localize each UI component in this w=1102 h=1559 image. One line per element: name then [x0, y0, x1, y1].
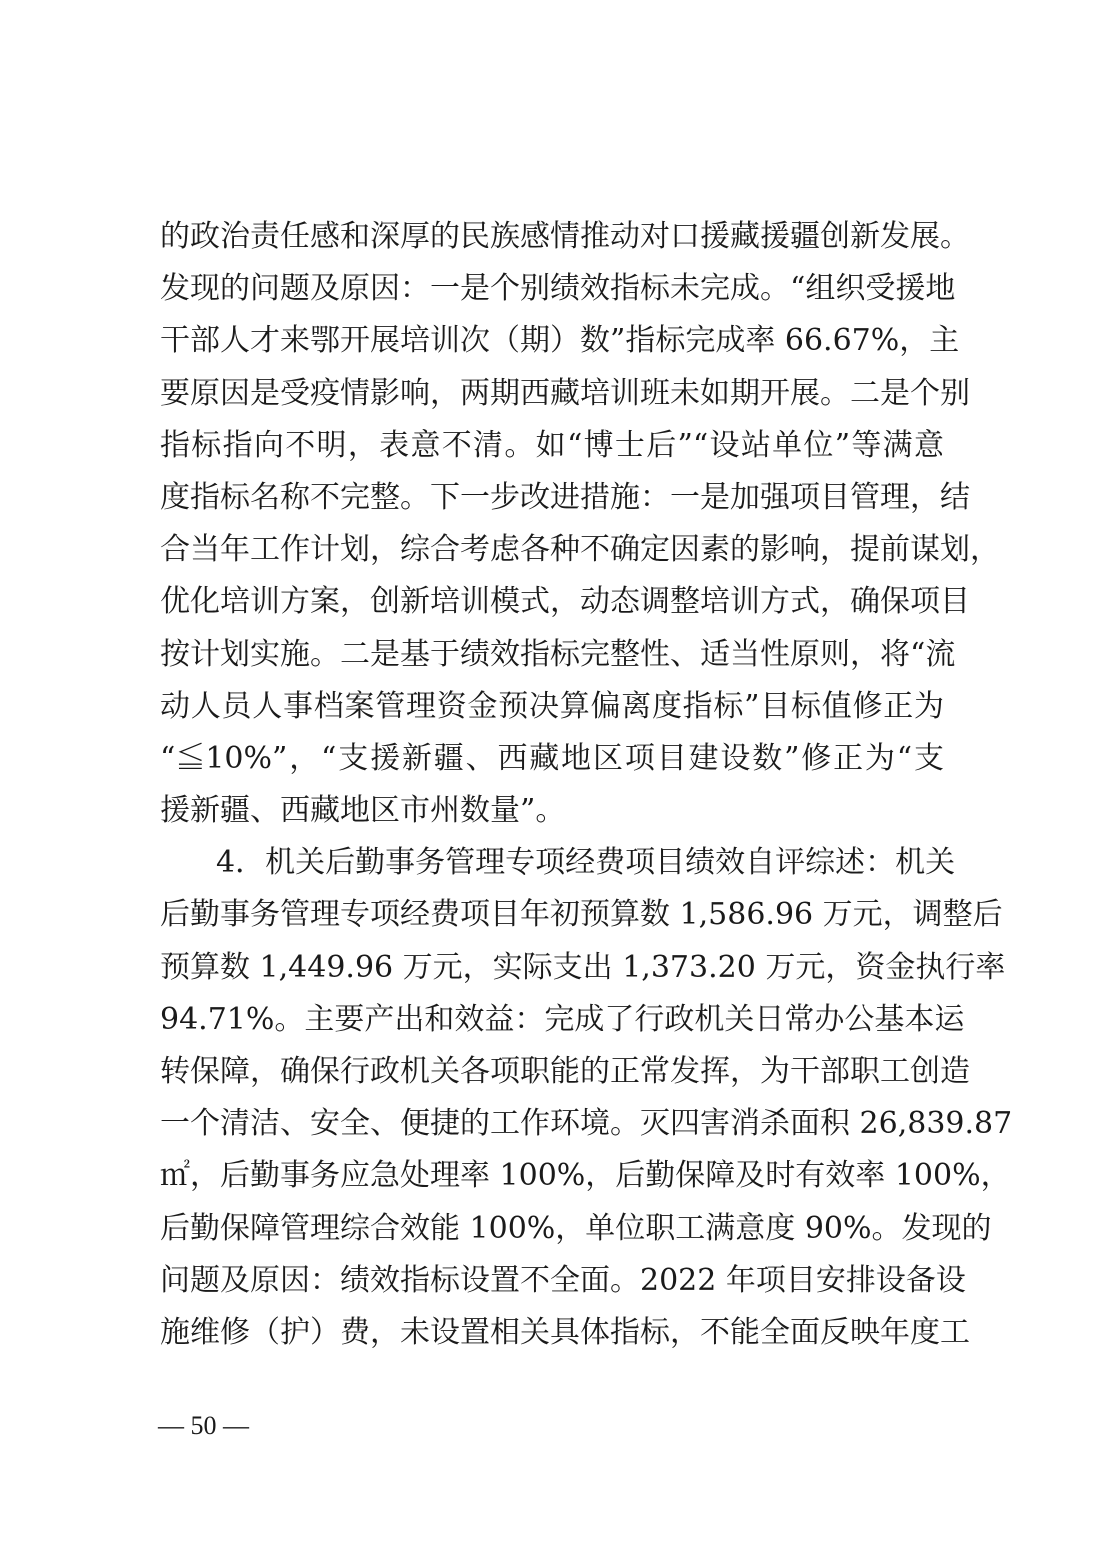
text-line: 后勤保障管理综合效能 100%，单位职工满意度 90%。发现的 [160, 1210, 992, 1246]
text-line: 合当年工作计划，综合考虑各种不确定因素的影响，提前谋划， [160, 532, 1000, 568]
text-line: “≦10%”，“支援新疆、西藏地区项目建设数”修正为“支 [160, 740, 944, 776]
text-line: 干部人才来鄂开展培训次（期）数”指标完成率 66.67%，主 [160, 323, 960, 359]
page-number: — 50 — [158, 1411, 249, 1440]
paragraph-end-line: 援新疆、西藏地区市州数量”。 [160, 793, 566, 829]
text-line: 转保障，确保行政机关各项职能的正常发挥，为干部职工创造 [160, 1054, 970, 1089]
text-line: 要原因是受疫情影响，两期西藏培训班未如期开展。二是个别 [160, 375, 970, 411]
text-line: 按计划实施。二是基于绩效指标完整性、适当性原则，将“流 [160, 636, 956, 672]
text-line: ㎡，后勤事务应急处理率 100%，后勤保障及时有效率 100%， [160, 1158, 1011, 1194]
text-line: 优化培训方案，创新培训模式，动态调整培训方式，确保项目 [160, 584, 970, 620]
body-text [160, 211, 1013, 1359]
text-line: 预算数 1,449.96 万元，实际支出 1,373.20 万元，资金执行率 [160, 949, 1006, 985]
text-line: 问题及原因：绩效指标设置不全面。2022 年项目安排设备设 [160, 1262, 966, 1298]
text-line: 94.71%。主要产出和效益：完成了行政机关日常办公基本运 [160, 1001, 965, 1037]
section-heading-line: 4．机关后勤事务管理专项经费项目绩效自评综述：机关 [216, 845, 956, 881]
text-line: 度指标名称不完整。下一步改进措施：一是加强项目管理，结 [160, 479, 970, 515]
text-line: 后勤事务管理专项经费项目年初预算数 1,586.96 万元，调整后 [160, 897, 1003, 933]
text-line: 动人员人事档案管理资金预决算偏离度指标”目标值修正为 [160, 688, 944, 724]
text-line: 发现的问题及原因：一是个别绩效指标未完成。“组织受援地 [160, 271, 956, 307]
text-line: 一个清洁、安全、便捷的工作环境。灭四害消杀面积 26,839.87 [160, 1106, 1013, 1142]
text-line: 施维修（护）费，未设置相关具体指标，不能全面反映年度工 [160, 1314, 970, 1350]
text-line: 指标指向不明，表意不清。如“博士后”“设站单位”等满意 [160, 427, 944, 463]
text-line: 的政治责任感和深厚的民族感情推动对口援藏援疆创新发展。 [160, 219, 970, 254]
